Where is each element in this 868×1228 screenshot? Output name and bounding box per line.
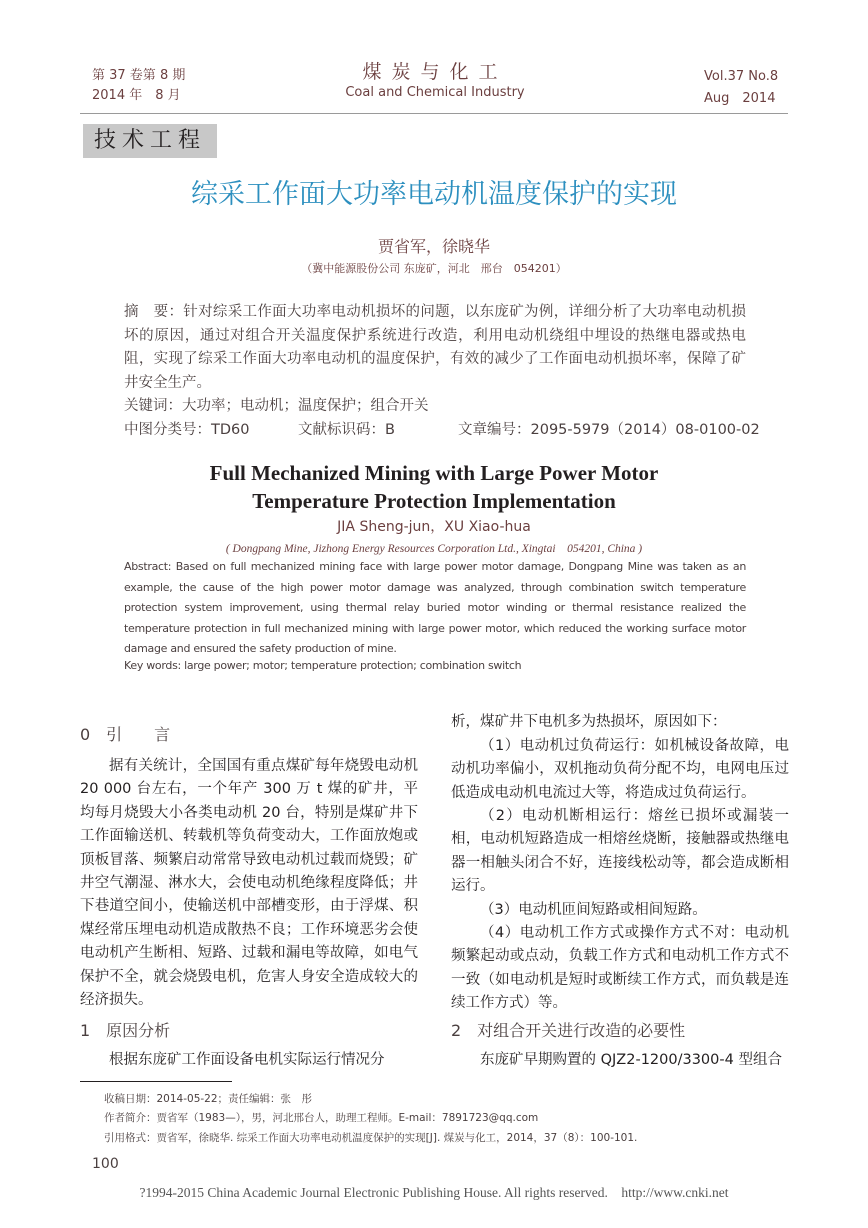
clc-number: 中图分类号：TD60 bbox=[124, 422, 250, 438]
list-item: （2）电动机断相运行：熔丝已损坏或漏装一相，电动机短路造成一相熔丝烧断，接触器或热继电器一相触头闭合不好，连接线松动等，都会造成断相运行。 bbox=[451, 808, 789, 895]
body-paragraph: 据有关统计，全国国有重点煤矿每年烧毁电动机 20 000 台左右，一个年产 300 万 t 煤的矿井，平均每月烧毁大小各类电动机 20 台，特别是煤矿井下工作面输送机、转载机等负荷变动大，工作面放炮或顶板冒落、频繁启动常常导致电动机过载而烧毁；矿井空气潮湿、淋水大，会使电动机绝缘程度降低；井下巷道空间小，使输送机中部槽变形，由于浮煤、积煤经常压埋电动机造成散热不良；工作环境恶劣会使电动机产生断相、短路、过载和漏电等故障，如电气保护不全，就会烧毁电机，危害人身安全造成较大的经济损失。 bbox=[80, 758, 418, 1009]
page-number: 100 bbox=[92, 1156, 119, 1172]
section-heading-cause-analysis: 1 原因分析 bbox=[80, 1021, 171, 1040]
title-en-line2: Temperature Protection Implementation bbox=[252, 489, 616, 513]
publication-date-en: Aug 2014 bbox=[704, 91, 776, 106]
abstract-cn: 摘 要：针对综采工作面大功率电动机损坏的问题，以东庞矿为例，详细分析了大功率电动机损坏的原因，通过对组合开关温度保护系统进行改造，利用电动机绕组中埋设的热继电器或热电阻，实现了综采工作面大功率电动机的温度保护，有效的减少了工作面电动机损坏率，保障了矿井安全生产。 bbox=[124, 304, 746, 391]
journal-issue-info bbox=[92, 66, 185, 106]
body-paragraph: 东庞矿早期购置的 QJZ2-1200/3300-4 型组合 bbox=[480, 1052, 782, 1068]
footnote-citation: 引用格式：贾省军，徐晓华. 综采工作面大功率电动机温度保护的实现[J]. 煤炭与化工，2014，37（8）：100-101. bbox=[104, 1132, 638, 1144]
body-paragraph: 析，煤矿井下电机多为热损坏，原因如下： bbox=[451, 714, 727, 730]
footnote-author-bio: 作者简介：贾省军（1983—），男，河北邢台人，助理工程师。E-mail：7891723@qq.com bbox=[104, 1112, 539, 1124]
article-title-cn: 综采工作面大功率电动机温度保护的实现 bbox=[191, 179, 677, 210]
footnote-received: 收稿日期：2014-05-22；责任编辑：张 彤 bbox=[104, 1093, 313, 1105]
copyright-line: ?1994-2015 China Academic Journal Electronic Publishing House. All rights reserved. http://www.cnki.net bbox=[139, 1185, 729, 1200]
article-number: 文章编号：2095-5979（2014）08-0100-02 bbox=[458, 422, 760, 438]
publication-date: 2014 年 8 月 bbox=[92, 88, 181, 103]
keywords-en: Key words: large power; motor; temperature protection; combination switch bbox=[124, 659, 522, 672]
section-tag: 技术工程 bbox=[83, 124, 217, 158]
abstract-en: Abstract: Based on full mechanized mining face with large power motor damage, Dongpang Mine was taken as an example, the cause of the high power motor damage was analyzed, through combination switch temperature protection system improvement, using thermal relay buried motor winding or thermal resistance realized the temperature protection in full mechanized mining with large power motor, which reduced the working surface motor damage and ensured the safety production of mine. bbox=[124, 560, 746, 655]
document-code: 文献标识码：B bbox=[298, 422, 395, 438]
journal-name-en: Coal and Chemical Industry bbox=[345, 85, 525, 100]
authors-en: JIA Sheng-jun，XU Xiao-hua bbox=[337, 519, 531, 535]
volume-issue-en: Vol.37 No.8 bbox=[704, 69, 779, 84]
header-rule bbox=[80, 113, 788, 114]
body-paragraph: 根据东庞矿工作面设备电机实际运行情况分 bbox=[109, 1052, 385, 1068]
keywords-cn: 关键词：大功率；电动机；温度保护；组合开关 bbox=[124, 398, 429, 414]
authors-cn: 贾省军，徐晓华 bbox=[377, 237, 490, 256]
journal-name-cn: 煤炭与化工 bbox=[362, 61, 508, 83]
section-heading-necessity: 2 对组合开关进行改造的必要性 bbox=[451, 1021, 686, 1040]
list-item: （4）电动机工作方式或操作方式不对：电动机频繁起动或点动，负载工作方式和电动机工作方式不一致（如电动机是短时或断续工作方式，而负载是连续工作方式）等。 bbox=[451, 925, 789, 1012]
affiliation-cn: （冀中能源股份公司 东庞矿，河北 邢台 054201） bbox=[301, 262, 567, 275]
volume-issue: 第 37 卷第 8 期 bbox=[92, 68, 186, 83]
journal-name bbox=[330, 60, 540, 102]
list-item: （1）电动机过负荷运行：如机械设备故障，电动机功率偏小，双机拖动负荷分配不均，电网电压过低造成电动机电流过大等，将造成过负荷运行。 bbox=[451, 738, 789, 801]
footnote-rule bbox=[80, 1081, 232, 1082]
section-heading-introduction: 0 引 言 bbox=[80, 725, 171, 744]
affiliation-en: ( Dongpang Mine, Jizhong Energy Resources Corporation Ltd., Xingtai 054201, China ) bbox=[225, 543, 643, 555]
title-en-line1: Full Mechanized Mining with Large Power Motor bbox=[209, 461, 659, 485]
article-title-en bbox=[60, 459, 808, 515]
list-item: （3）电动机匝间短路或相间短路。 bbox=[480, 902, 707, 918]
journal-issue-info-en bbox=[704, 66, 778, 110]
